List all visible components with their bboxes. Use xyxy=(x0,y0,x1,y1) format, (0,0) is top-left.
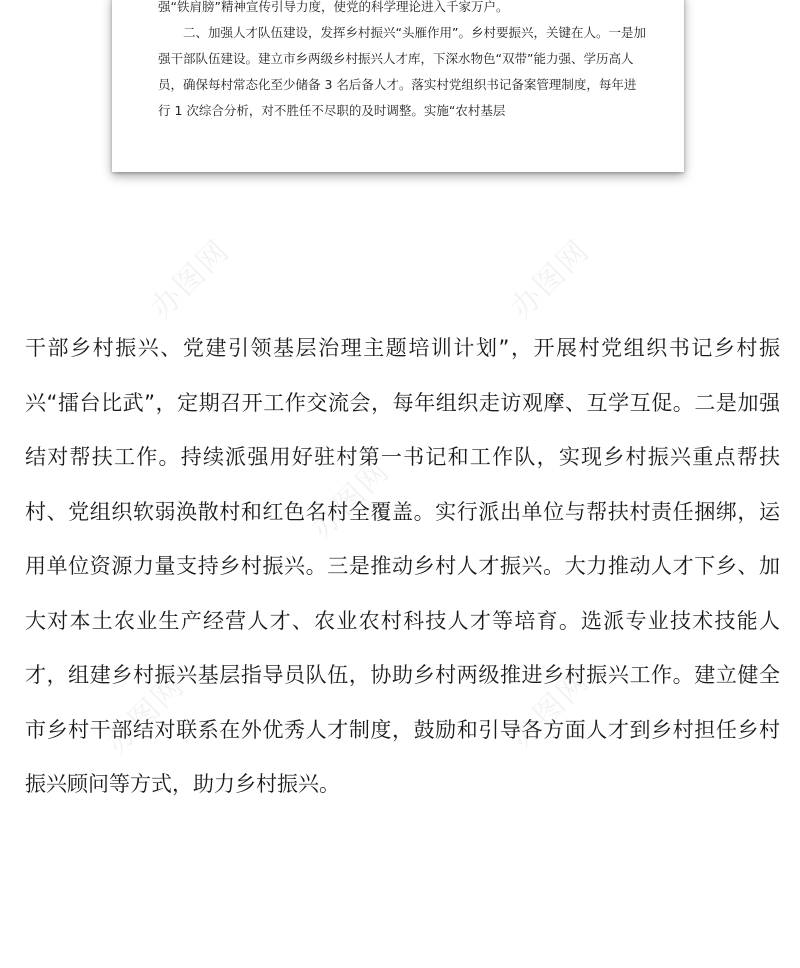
body-text xyxy=(25,321,780,812)
body-paragraph: 干部乡村振兴、党建引领基层治理主题培训计划”，开展村党组织书记乡村振兴“擂台比武”，定期召开工作交流会，每年组织走访观摩、互学互促。二是加强结对帮扶工作。持续派强用好驻村第一书记和工作队，实现乡村振兴重点帮扶村、党组织软弱涣散村和红色名村全覆盖。实行派出单位与帮扶村责任捆绑，运用单位资源力量支持乡村振兴。三是推动乡村人才振兴。大力推动人才下乡、加大对本土农业生产经营人才、农业农村科技人才等培育。选派专业技术技能人才，组建乡村振兴基层指导员队伍，协助乡村两级推进乡村振兴工作。建立健全市乡村干部结对联系在外优秀人才制度，鼓励和引导各方面人才到乡村担任乡村振兴顾问等方式，助力乡村振兴。 xyxy=(25,336,780,796)
watermark: 办图网 xyxy=(99,668,192,761)
watermark: 办图网 xyxy=(304,453,397,546)
watermark: 办图网 xyxy=(144,233,237,326)
watermark: 办图网 xyxy=(504,233,597,326)
preview-text xyxy=(158,0,648,124)
preview-card xyxy=(112,0,684,172)
watermark: 办图网 xyxy=(504,663,597,756)
preview-line-1: 强“铁肩膀”精神宣传引导力度，使党的科学理论进入千家万户。 xyxy=(158,0,509,14)
preview-line-2: 二、加强人才队伍建设，发挥乡村振兴“头雁作用”。乡村要振兴，关键在人。一是加强干部队伍建设。建立市乡两级乡村振兴人才库，下深水物色“双带”能力强、学历高人员，确保每村常态化至少储备 3 名后备人才。落实村党组织书记备案管理制度，每年进行 1 次综合分析，对不胜任不尽职的及时调整。实施“农村基层 xyxy=(158,25,646,118)
